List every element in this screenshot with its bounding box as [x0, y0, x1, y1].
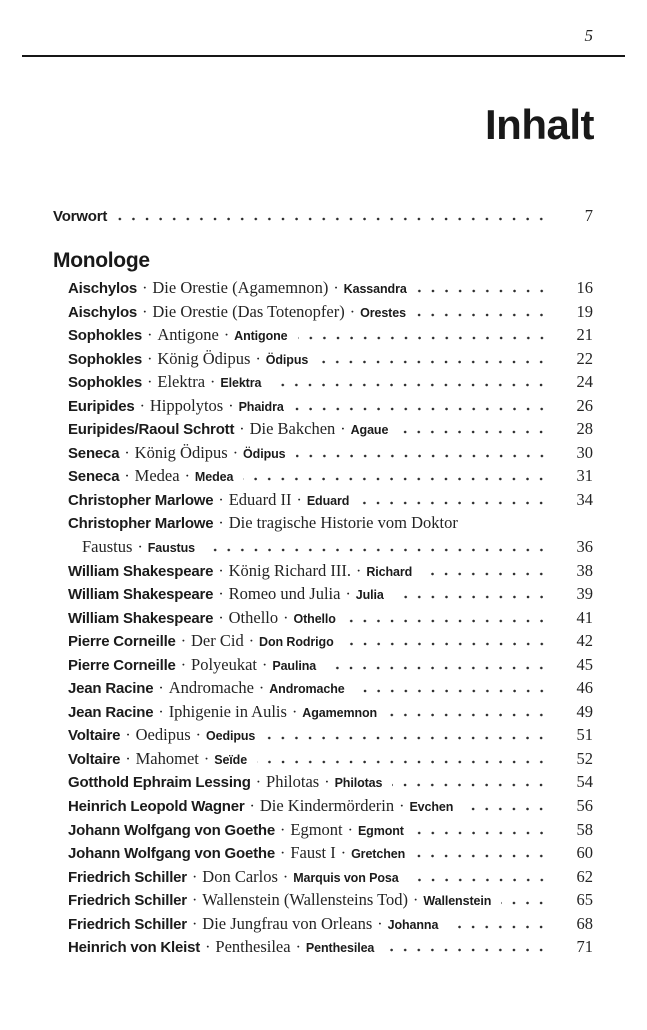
- dot-leader: [294, 407, 553, 411]
- dot-leader: [117, 217, 553, 221]
- dot-leader: [271, 383, 553, 387]
- toc-entry: [53, 820, 593, 844]
- entry-title: Don Carlos: [202, 866, 278, 886]
- toc-entry: [53, 302, 593, 326]
- entry-title: Elektra: [157, 372, 206, 392]
- separator-dot: ·: [282, 868, 289, 886]
- entry-role: Othello: [293, 611, 336, 626]
- entry-title: Die Orestie (Agamemnon): [152, 278, 329, 297]
- separator-dot: ·: [295, 939, 301, 957]
- entry-role: Penthesilea: [305, 941, 375, 956]
- entry-title: Egmont: [290, 819, 343, 839]
- toc-entry: [53, 725, 593, 749]
- entry-author: Euripides: [68, 397, 135, 415]
- entry-title: Der Cid: [191, 631, 244, 651]
- toc-entry: [53, 419, 593, 443]
- entry-page: 62: [576, 866, 593, 886]
- toc-entry: [53, 702, 593, 726]
- toc-entries: [53, 278, 593, 961]
- separator-dot: ·: [139, 397, 145, 415]
- entry-page: 30: [576, 442, 593, 462]
- dot-leader: [409, 878, 553, 882]
- dot-leader: [387, 713, 553, 717]
- dot-leader: [384, 948, 553, 952]
- separator-dot: ·: [124, 468, 130, 486]
- toc-entry: [53, 890, 593, 914]
- entry-author: Seneca: [68, 468, 120, 486]
- entry-page: 19: [576, 301, 593, 321]
- toc-entry: [53, 325, 593, 349]
- separator-dot: ·: [280, 821, 286, 839]
- entry-title: Polyeukat: [191, 654, 258, 674]
- table-of-contents: [53, 206, 593, 961]
- entry-role: Elektra: [220, 376, 262, 391]
- toc-entry: [53, 796, 593, 820]
- separator-dot: ·: [283, 609, 289, 627]
- entry-title: König Richard III.: [228, 560, 351, 580]
- entry-author: Heinrich von Kleist: [68, 939, 201, 957]
- dot-leader: [344, 642, 553, 646]
- entry-page: 28: [576, 419, 593, 439]
- separator-dot: ·: [125, 750, 131, 768]
- entry-role: Andromache: [269, 682, 345, 697]
- entry-page: 16: [576, 278, 593, 297]
- entry-page: 65: [576, 890, 593, 910]
- entry-page: 46: [576, 678, 593, 698]
- entry-role: Agamemnon: [302, 705, 378, 720]
- dot-leader: [394, 595, 553, 599]
- separator-dot: ·: [210, 374, 216, 392]
- entry-author: Gotthold Ephraim Lessing: [68, 774, 251, 792]
- entry-author: Friedrich Schiller: [68, 892, 187, 910]
- entry-role: Ödipus: [265, 352, 309, 367]
- entry-role: Don Rodrigo: [259, 635, 334, 650]
- dot-leader: [422, 572, 553, 576]
- entry-page: 52: [576, 748, 593, 768]
- toc-entry-vorwort: [53, 206, 593, 232]
- entry-role: Medea: [194, 470, 234, 485]
- separator-dot: ·: [399, 798, 405, 816]
- dot-leader: [392, 783, 553, 787]
- entry-role: Evchen: [409, 800, 454, 815]
- entry-title: Oedipus: [135, 725, 191, 745]
- separator-dot: ·: [345, 586, 351, 604]
- dot-leader: [326, 666, 553, 670]
- dot-leader: [298, 336, 554, 340]
- entry-role: Egmont: [357, 823, 404, 838]
- entry-role: Agaue: [350, 423, 389, 438]
- entry-title: Penthesilea: [215, 937, 291, 957]
- entry-title: Iphigenie in Aulis: [168, 701, 287, 721]
- dot-leader: [501, 901, 553, 905]
- entry-title: Wallenstein (Wallensteins Tod): [202, 890, 409, 910]
- entry-page: 21: [576, 325, 593, 345]
- separator-dot: ·: [239, 421, 245, 439]
- dot-leader: [265, 736, 553, 740]
- separator-dot: ·: [232, 444, 239, 462]
- separator-dot: ·: [324, 774, 330, 792]
- separator-dot: ·: [137, 539, 143, 557]
- separator-dot: ·: [258, 680, 265, 698]
- separator-dot: ·: [147, 350, 153, 368]
- separator-dot: ·: [228, 397, 234, 415]
- dot-leader: [346, 619, 553, 623]
- entry-role: Eduard: [306, 493, 350, 508]
- separator-dot: ·: [191, 892, 198, 910]
- entry-role: Paulina: [272, 658, 317, 673]
- entry-title: Eduard II: [228, 489, 292, 509]
- dot-leader: [257, 760, 553, 764]
- separator-dot: ·: [413, 892, 419, 910]
- separator-dot: ·: [142, 303, 148, 321]
- entry-role: Julia: [355, 588, 384, 603]
- entry-role: Phaidra: [238, 399, 284, 414]
- entry-page: 31: [576, 466, 593, 486]
- entry-role: Orestes: [360, 305, 406, 320]
- separator-dot: ·: [296, 491, 302, 509]
- entry-role: Marquis von Posa: [293, 870, 399, 885]
- entry-page: 7: [584, 206, 593, 225]
- toc-entry: [53, 466, 593, 490]
- entry-author: Johann Wolfgang von Goethe: [68, 845, 276, 863]
- dot-leader: [415, 854, 553, 858]
- dot-leader: [359, 501, 553, 505]
- entry-author: Jean Racine: [68, 703, 154, 721]
- section-heading-monologe: Monologe: [53, 249, 150, 272]
- entry-author: Seneca: [68, 444, 120, 462]
- entry-author: Sophokles: [68, 327, 143, 345]
- toc-entry: [53, 349, 593, 373]
- header-rule: [22, 55, 625, 57]
- toc-entry: [53, 914, 593, 938]
- separator-dot: ·: [280, 845, 286, 863]
- separator-dot: ·: [203, 750, 210, 768]
- separator-dot: ·: [195, 727, 201, 745]
- separator-dot: ·: [205, 939, 211, 957]
- entry-page: 45: [576, 654, 593, 674]
- toc-entry: [53, 608, 593, 632]
- entry-role: Faustus: [147, 541, 195, 556]
- entry-title: Othello: [228, 607, 279, 627]
- entry-page: 41: [576, 607, 593, 627]
- toc-entry: [53, 278, 593, 302]
- entry-author: Aischylos: [68, 280, 138, 297]
- entry-page: 54: [576, 772, 593, 792]
- dot-leader: [355, 689, 553, 693]
- entry-author: William Shakespeare: [68, 586, 214, 604]
- entry-page: 56: [576, 796, 593, 816]
- toc-entry: [53, 490, 593, 514]
- entry-author: Christopher Marlowe: [68, 491, 214, 509]
- entry-page: 38: [576, 560, 593, 580]
- entry-author: Euripides/Raoul Schrott: [68, 421, 235, 439]
- toc-entry: [53, 631, 593, 655]
- entry-role: Wallenstein: [423, 894, 492, 909]
- entry-title: Die Jungfrau von Orleans: [202, 913, 373, 933]
- entry-page: 39: [576, 584, 593, 604]
- separator-dot: ·: [147, 327, 153, 345]
- entry-author: William Shakespeare: [68, 562, 214, 580]
- toc-entry: [53, 867, 593, 891]
- toc-entry: [53, 749, 593, 773]
- entry-page: 42: [576, 631, 593, 651]
- entry-role: Kassandra: [343, 282, 407, 296]
- separator-dot: ·: [180, 656, 187, 674]
- entry-author: Johann Wolfgang von Goethe: [68, 821, 276, 839]
- entry-title: Andromache: [168, 678, 254, 698]
- toc-entry: [53, 561, 593, 585]
- page-number-folio: 5: [584, 26, 593, 45]
- entry-page: 36: [576, 537, 593, 557]
- entry-role: Ödipus: [243, 446, 286, 461]
- toc-entry: [53, 372, 593, 396]
- entry-page: 71: [576, 937, 593, 957]
- entry-role: Gretchen: [351, 847, 406, 862]
- entry-role: Johanna: [387, 917, 439, 932]
- entry-title: Philotas: [266, 772, 320, 792]
- dot-leader: [243, 477, 553, 481]
- toc-entry: [53, 443, 593, 467]
- entry-author: Voltaire: [68, 727, 121, 745]
- entry-role: Oedipus: [205, 729, 256, 744]
- entry-author: Friedrich Schiller: [68, 868, 187, 886]
- entry-title: Antigone: [157, 325, 219, 345]
- entry-page: 51: [576, 725, 593, 745]
- separator-dot: ·: [125, 727, 131, 745]
- entry-title: Die Orestie (Das Totenopfer): [152, 301, 345, 321]
- vorwort-label: Vorwort: [53, 208, 108, 225]
- separator-dot: ·: [147, 374, 153, 392]
- entry-author: Pierre Corneille: [68, 656, 176, 674]
- entry-title: Die Kindermörderin: [259, 796, 395, 816]
- dot-leader: [417, 289, 553, 293]
- dot-leader: [414, 831, 553, 835]
- separator-dot: ·: [218, 515, 224, 533]
- entry-title: Mahomet: [135, 748, 199, 768]
- entry-page: 49: [576, 701, 593, 721]
- toc-entry: [53, 678, 593, 702]
- separator-dot: ·: [262, 656, 268, 674]
- separator-dot: ·: [291, 703, 298, 721]
- entry-author: Friedrich Schiller: [68, 915, 187, 933]
- dot-leader: [448, 925, 553, 929]
- separator-dot: ·: [218, 562, 224, 580]
- separator-dot: ·: [255, 350, 261, 368]
- separator-dot: ·: [191, 868, 198, 886]
- separator-dot: ·: [255, 774, 262, 792]
- entry-page: 22: [576, 348, 593, 368]
- separator-dot: ·: [180, 633, 187, 651]
- separator-dot: ·: [218, 491, 224, 509]
- separator-dot: ·: [340, 421, 346, 439]
- dot-leader: [205, 548, 553, 552]
- toc-entry: [53, 655, 593, 679]
- separator-dot: ·: [184, 468, 190, 486]
- separator-dot: ·: [248, 633, 255, 651]
- separator-dot: ·: [191, 915, 198, 933]
- separator-dot: ·: [249, 798, 255, 816]
- entry-page: 60: [576, 843, 593, 863]
- entry-title: Romeo und Julia: [228, 584, 341, 604]
- entry-author: Jean Racine: [68, 680, 154, 698]
- entry-page: 24: [576, 372, 593, 392]
- entry-author: Aischylos: [68, 303, 138, 321]
- entry-title: Die tragische Historie vom Doktor: [228, 513, 458, 533]
- separator-dot: ·: [218, 609, 224, 627]
- entry-author: Sophokles: [68, 374, 143, 392]
- separator-dot: ·: [333, 280, 339, 297]
- entry-author: Voltaire: [68, 750, 121, 768]
- separator-dot: ·: [347, 821, 353, 839]
- entry-role: Richard: [366, 564, 413, 579]
- entry-author: William Shakespeare: [68, 609, 214, 627]
- separator-dot: ·: [124, 444, 130, 462]
- dot-leader: [416, 313, 553, 317]
- entry-title: König Ödipus: [134, 442, 228, 462]
- dot-leader: [296, 454, 553, 458]
- entry-page: 34: [576, 489, 593, 509]
- entry-role: Seïde: [214, 752, 248, 767]
- toc-entry: [53, 843, 593, 867]
- toc-entry: [53, 584, 593, 608]
- entry-title: Faust I: [290, 843, 336, 863]
- entry-author: Christopher Marlowe: [68, 515, 214, 533]
- entry-title-continued: Faustus: [82, 537, 133, 557]
- entry-author: Pierre Corneille: [68, 633, 176, 651]
- entry-page: 26: [576, 395, 593, 415]
- separator-dot: ·: [340, 845, 347, 863]
- entry-author: Heinrich Leopold Wagner: [68, 798, 245, 816]
- entry-title: Die Bakchen: [249, 419, 336, 439]
- toc-entry: [53, 937, 593, 961]
- toc-entry: [53, 513, 593, 537]
- entry-title: Hippolytos: [149, 395, 224, 415]
- separator-dot: ·: [158, 703, 164, 721]
- separator-dot: ·: [355, 562, 362, 580]
- entry-title: Medea: [134, 466, 180, 486]
- page-title: Inhalt: [485, 101, 594, 148]
- entry-role: Philotas: [334, 776, 383, 791]
- toc-entry: [53, 772, 593, 796]
- dot-leader: [398, 430, 553, 434]
- separator-dot: ·: [218, 586, 224, 604]
- dot-leader: [318, 360, 553, 364]
- toc-entry-continuation: [53, 537, 593, 561]
- entry-page: 68: [576, 913, 593, 933]
- toc-entry: [53, 396, 593, 420]
- separator-dot: ·: [158, 680, 164, 698]
- separator-dot: ·: [223, 327, 230, 345]
- separator-dot: ·: [349, 303, 356, 321]
- entry-page: 58: [576, 819, 593, 839]
- separator-dot: ·: [377, 915, 383, 933]
- separator-dot: ·: [142, 280, 148, 297]
- entry-author: Sophokles: [68, 350, 143, 368]
- entry-title: König Ödipus: [157, 348, 251, 368]
- dot-leader: [463, 807, 553, 811]
- entry-role: Antigone: [234, 329, 288, 344]
